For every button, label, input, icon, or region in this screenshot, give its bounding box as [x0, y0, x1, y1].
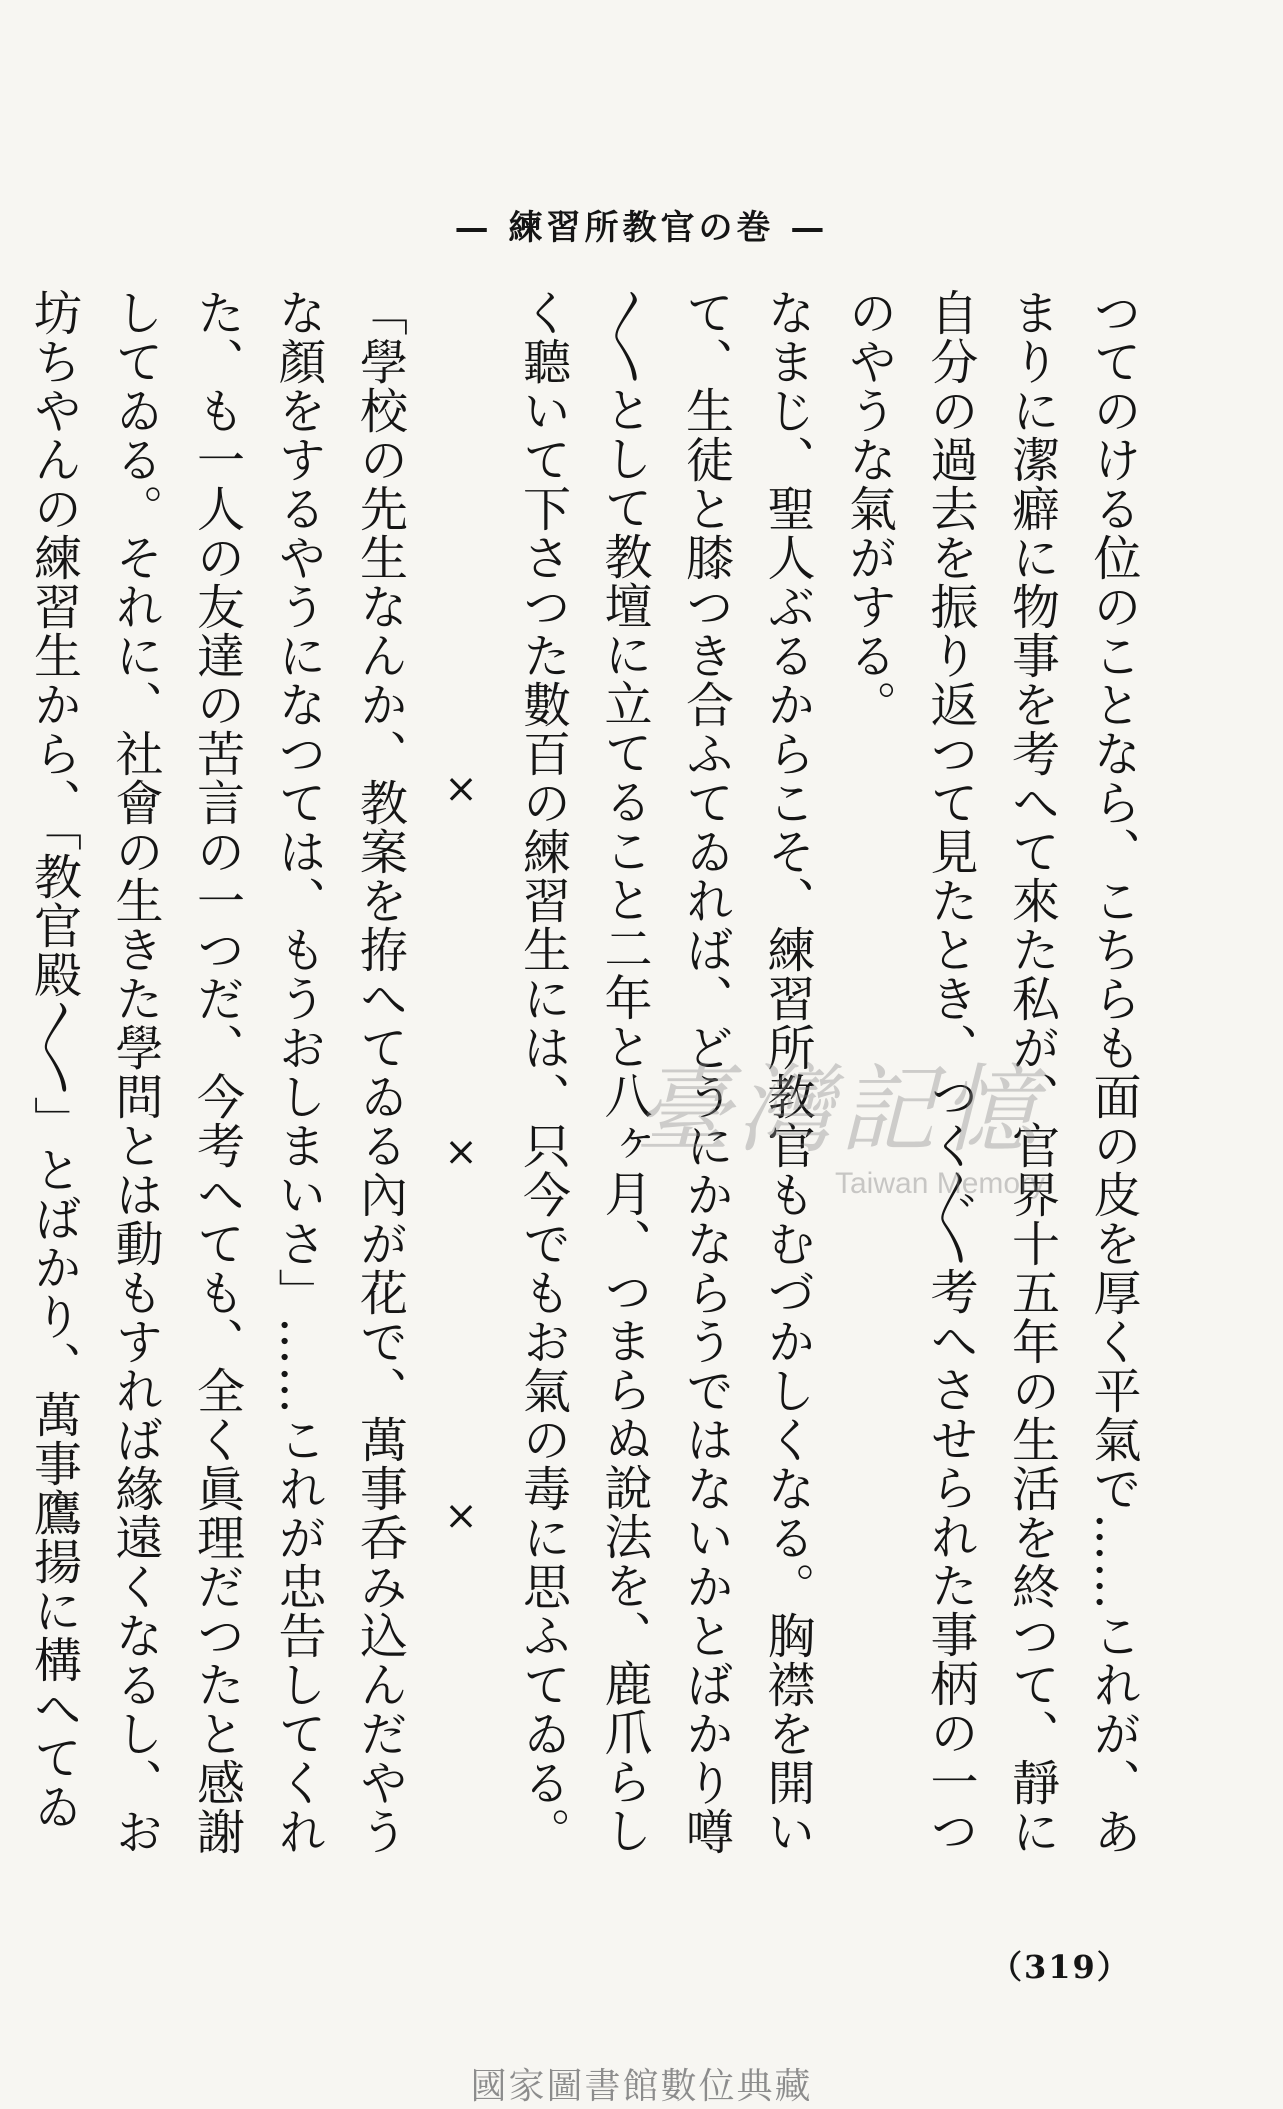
running-header: — 巻の官教所習練 —: [454, 208, 829, 248]
paragraph: つてのける位のことなら、こちらも面の皮を厚く平氣で……これが、あまりに潔癖に物事を考へて來た私が、官界十五年の生活を終つて、靜に自分の過去を振り返つて見たとき、つく〴〵考へさせられた事柄の一つのやうな氣がする。: [840, 288, 1141, 1856]
separator-mark: ×: [438, 766, 484, 814]
watermark-english: Taiwan Memory: [835, 1167, 1046, 1200]
section-separator: [420, 288, 502, 1878]
watermark-chinese: 臺灣記憶: [635, 1054, 1043, 1166]
paragraph: なまじ、聖人ぶるからこそ、練習所教官もむづかしくなる。胸襟を開いて、生徒と膝つき合ふてゐれば、どうにかならうではないかとばかり噂〳〵として教壇に立てること二年と八ヶ月、つまらぬ說法を、鹿爪らしく聽いて下さつた數百の練習生には、只今でもお氣の毒に思ふてゐる。: [514, 288, 815, 1856]
separator-mark: ×: [438, 1129, 484, 1177]
page-number: （319）: [990, 1948, 1131, 1986]
separator-mark: ×: [438, 1492, 484, 1540]
library-footer: 國家圖書館數位典藏: [470, 2066, 813, 2107]
paragraph: 「學校の先生なんか、教案を拵へてゐる內が花で、萬事呑み込んだやうな顏をするやうになつては、もうおしまいさ」……これが忠告してくれた、も一人の友達の苦言の一つだ、今考へても、全く眞理だつたと感謝してゐる。それに、社會の生きた學問とは動もすれば緣遠くなるし、お坊ちやんの練習生から、「教官殿〳〵」とばかり、萬事鷹揚に構へてゐ: [25, 288, 408, 1856]
vertical-body-text: [0, 288, 1153, 1878]
